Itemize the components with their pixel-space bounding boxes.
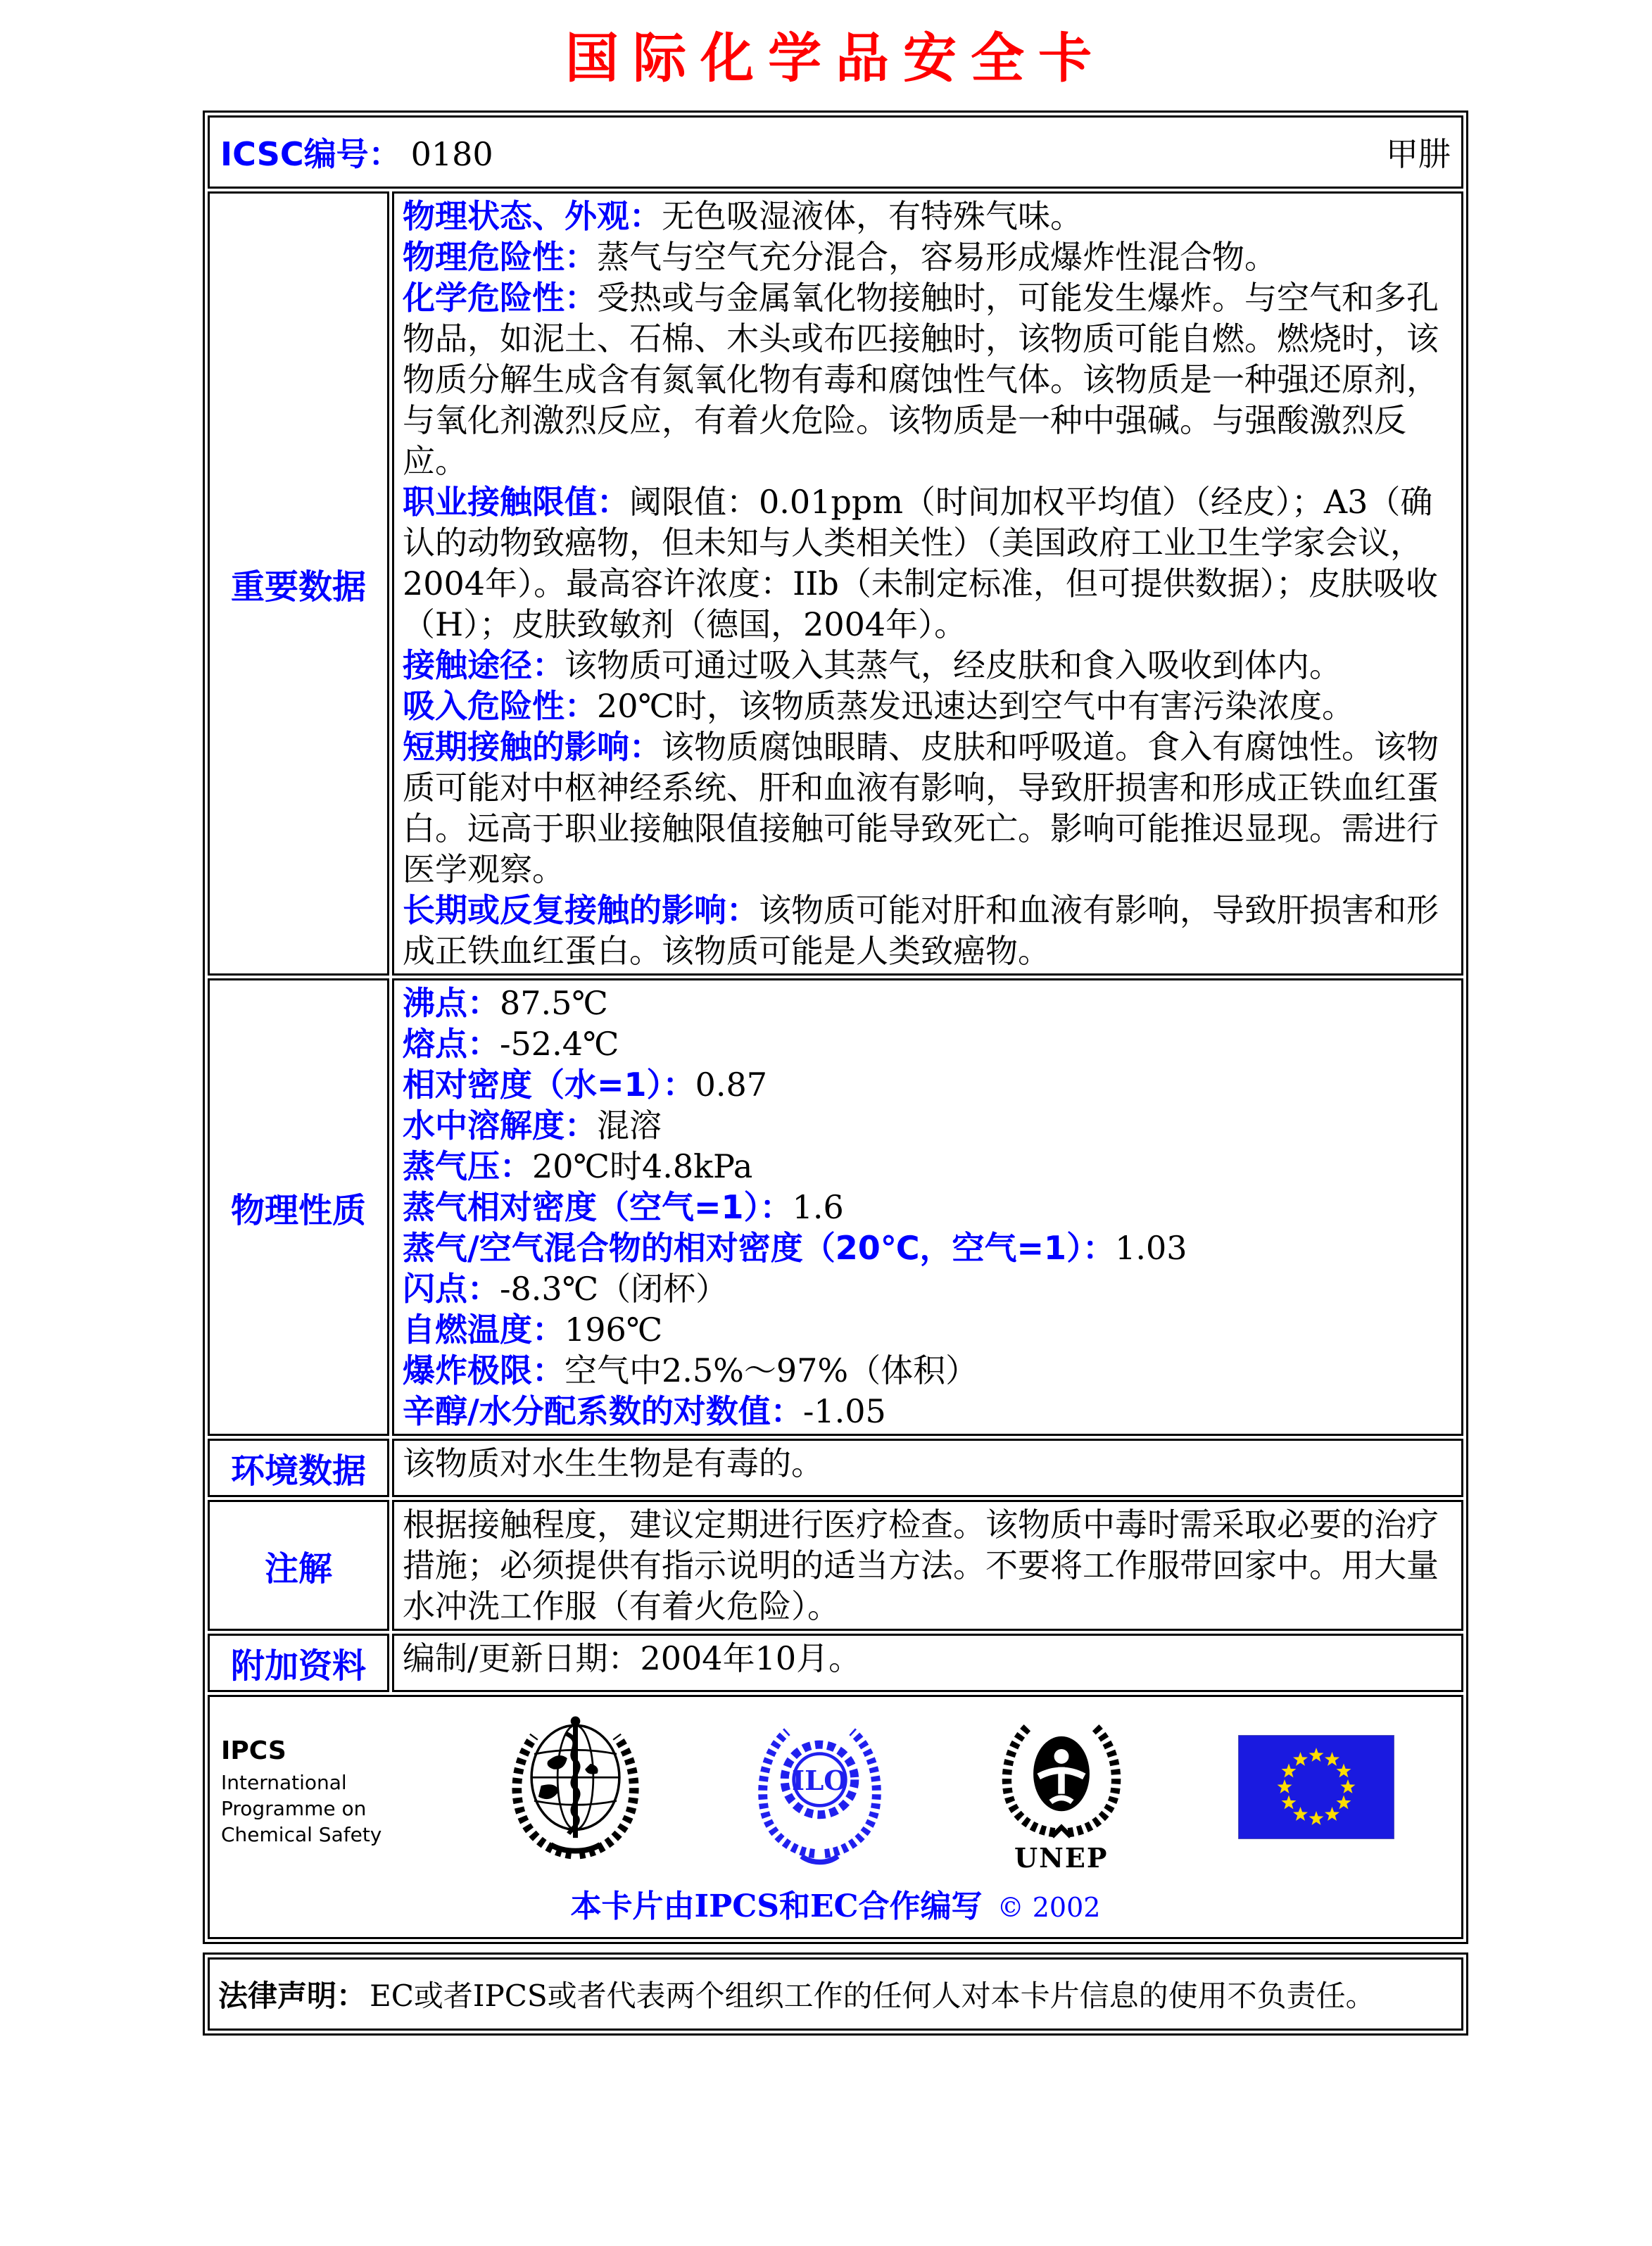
chemical-name: 甲肼 [1386, 135, 1451, 173]
term-text: 混溶 [597, 1106, 662, 1144]
term-label: 接触途径： [403, 646, 565, 684]
term-text: 无色吸湿液体，有特殊气味。 [662, 197, 1083, 235]
svg-text:ILO: ILO [791, 1765, 847, 1798]
term-label: 蒸气压： [403, 1147, 532, 1185]
content-paragraph [403, 1350, 1453, 1391]
icsc-number-group [220, 129, 493, 175]
section-content [392, 978, 1463, 1436]
content-paragraph [403, 726, 1453, 890]
section-label: 物理性质 [208, 978, 389, 1436]
term-text: 空气中2.5%～97%（体积） [565, 1351, 978, 1389]
content-paragraph [403, 1228, 1453, 1268]
who-logo [507, 1708, 644, 1863]
term-label: 吸入危险性： [403, 687, 597, 725]
unep-logo-block [995, 1708, 1128, 1874]
ipcs-acronym: IPCS [221, 1736, 286, 1765]
section-content [392, 1439, 1463, 1497]
content-paragraph [403, 890, 1453, 971]
term-text: 87.5℃ [500, 984, 608, 1022]
unep-caption: UNEP [1014, 1842, 1109, 1874]
content-paragraph [403, 277, 1453, 481]
unep-logo [995, 1708, 1128, 1842]
content-paragraph [403, 1391, 1453, 1432]
ipcs-line-3: Chemical Safety [221, 1823, 382, 1846]
term-label: 职业接触限值： [403, 483, 629, 521]
term-text: 该物质腐蚀眼睛、皮肤和呼吸道。食入有腐蚀性。该物质可能对中枢神经系统、肝和血液有影响，导致肝损害和形成正铁血红蛋白。远高于职业接触限值接触可能导致死亡。影响可能推迟显现。需进行医学观察。 [403, 728, 1439, 888]
credit-line [210, 1881, 1461, 1926]
copyright-text: © 2002 [997, 1892, 1101, 1923]
content-paragraph [403, 686, 1453, 726]
term-label: 闪点： [403, 1270, 500, 1308]
term-text: -8.3℃（闭杯） [500, 1270, 729, 1308]
term-text: 编制/更新日期：2004年10月。 [403, 1639, 862, 1677]
content-paragraph [403, 1146, 1453, 1187]
ipcs-line-2: Programme on [221, 1797, 367, 1820]
icsc-number-label: ICSC编号： [220, 135, 401, 173]
ipcs-block [221, 1738, 397, 1848]
term-label: 爆炸极限： [403, 1351, 565, 1389]
legal-text: EC或者IPCS或者代表两个组织工作的任何人对本卡片信息的使用不负责任。 [370, 1979, 1375, 2013]
term-text: 蒸气与空气充分混合，容易形成爆炸性混合物。 [597, 238, 1277, 276]
term-text: 受热或与金属氧化物接触时，可能发生爆炸。与空气和多孔物品，如泥土、石棉、木头或布匹接触时，该物质可能自燃。燃烧时，该物质分解生成含有氮氧化物有毒和腐蚀性气体。该物质是一种强还原剂，与氧化剂激烈反应，有着火危险。该物质是一种中强碱。与强酸激烈反应。 [403, 279, 1439, 480]
content-paragraph [403, 196, 1453, 236]
term-text: 196℃ [565, 1311, 663, 1349]
sections-body [208, 191, 1463, 1692]
term-text: 该物质可通过吸入其蒸气，经皮肤和食入吸收到体内。 [565, 646, 1342, 684]
term-text: 1.03 [1115, 1229, 1187, 1267]
term-text: 20℃时4.8kPa [532, 1147, 753, 1185]
section-content [392, 1500, 1463, 1631]
icsc-card-table [203, 111, 1468, 1944]
header-row [208, 115, 1463, 189]
content-paragraph [403, 1187, 1453, 1228]
term-text: 根据接触程度，建议定期进行医疗检查。该物质中毒时需采取必要的治疗措施；必须提供有指示说明的适当方法。不要将工作服带回家中。用大量水冲洗工作服（有着火危险）。 [403, 1506, 1439, 1625]
term-label: 水中溶解度： [403, 1106, 597, 1144]
content-paragraph [403, 1023, 1453, 1064]
eu-flag [1238, 1735, 1394, 1839]
legal-label: 法律声明： [218, 1979, 367, 2013]
section-row [208, 191, 1463, 976]
section-label: 重要数据 [208, 191, 389, 976]
header-cell [208, 115, 1463, 189]
term-label: 蒸气/空气混合物的相对密度（20℃，空气=1）： [403, 1229, 1116, 1267]
term-label: 短期接触的影响： [403, 728, 662, 766]
ilo-logo [755, 1708, 885, 1867]
term-label: 熔点： [403, 1025, 500, 1063]
legal-cell [208, 1957, 1463, 2031]
content-paragraph [403, 1105, 1453, 1146]
section-content [392, 1634, 1463, 1692]
legal-table [203, 1952, 1468, 2036]
ipcs-line-1: International [221, 1771, 347, 1794]
content-paragraph [403, 645, 1453, 686]
term-label: 化学危险性： [403, 279, 597, 317]
logos-row [210, 1697, 1461, 1874]
term-text: -1.05 [802, 1392, 886, 1430]
content-paragraph [403, 481, 1453, 645]
header-inner [210, 129, 1461, 175]
section-label: 附加资料 [208, 1634, 389, 1692]
term-text: 0.87 [695, 1066, 767, 1104]
content-paragraph [403, 1443, 1453, 1484]
content-paragraph [403, 1638, 1453, 1679]
term-text: 该物质对水生生物是有毒的。 [403, 1444, 824, 1482]
section-label: 环境数据 [208, 1439, 389, 1497]
section-row [208, 1439, 1463, 1497]
legal-row [208, 1957, 1463, 2031]
term-text: 20℃时，该物质蒸发迅速达到空气中有害污染浓度。 [597, 687, 1354, 725]
term-label: 蒸气相对密度（空气=1）： [403, 1188, 793, 1226]
term-text: 该物质可能对肝和血液有影响，导致肝损害和形成正铁血红蛋白。该物质可能是人类致癌物。 [403, 891, 1439, 970]
content-paragraph [403, 1504, 1453, 1627]
icsc-number-value: 0180 [410, 135, 493, 173]
credit-text: 本卡片由IPCS和EC合作编写 [570, 1888, 983, 1924]
section-row [208, 1634, 1463, 1692]
term-label: 长期或反复接触的影响： [403, 891, 759, 929]
content-paragraph [403, 983, 1453, 1023]
term-label: 沸点： [403, 984, 500, 1022]
section-content [392, 191, 1463, 976]
term-text: 1.6 [792, 1188, 844, 1226]
term-label: 物理危险性： [403, 238, 597, 276]
section-row [208, 978, 1463, 1436]
content-paragraph [403, 1064, 1453, 1105]
term-label: 物理状态、外观： [403, 197, 662, 235]
term-label: 自燃温度： [403, 1311, 565, 1349]
logos-row-tr [208, 1695, 1463, 1939]
term-text: 阈限值：0.01ppm（时间加权平均值）（经皮）；A3（确认的动物致癌物，但未知与人类相关性）（美国政府工业卫生学家会议，2004年）。最高容许浓度：IIb（未制定标准，但可提供数据）；皮肤吸收（H）；皮肤致敏剂（德国，2004年）。 [403, 483, 1438, 643]
term-label: 辛醇/水分配系数的对数值： [403, 1392, 803, 1430]
section-row [208, 1500, 1463, 1631]
section-label: 注解 [208, 1500, 389, 1631]
content-paragraph [403, 1309, 1453, 1350]
term-text: -52.4℃ [500, 1025, 619, 1063]
logos-cell [208, 1695, 1463, 1939]
content-paragraph [403, 1268, 1453, 1309]
term-label: 相对密度（水=1）： [403, 1066, 695, 1104]
page-title: 国际化学品安全卡 [565, 27, 1106, 89]
content-paragraph [403, 236, 1453, 277]
